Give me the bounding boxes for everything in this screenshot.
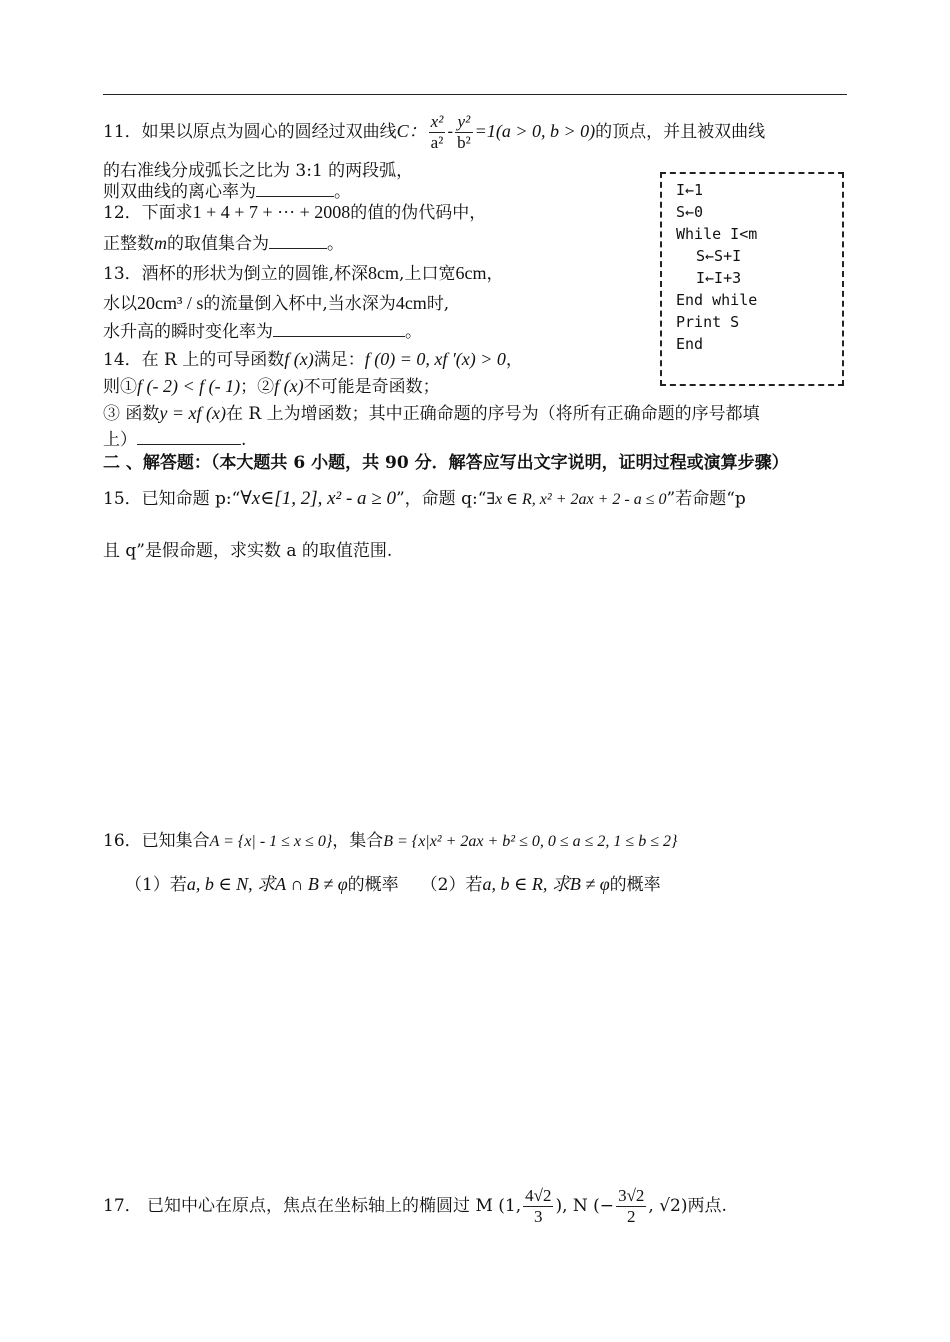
q12-line1: [103, 201, 486, 224]
q16-set-a: A = {x| - 1 ≤ x ≤ 0}: [209, 833, 333, 850]
q11-line3-text: 则双曲线的离心率为: [103, 182, 256, 202]
q11-line1: [103, 112, 765, 153]
q11-frac-y-num: y²: [455, 112, 473, 133]
q13-line1: [103, 262, 503, 285]
q16-part1-expression: a, b ∈ N, 求A ∩ B ≠ φ: [186, 874, 348, 894]
q14-line4: [103, 428, 246, 451]
q14-line1: [103, 348, 523, 371]
q15-text: 15．已知命题 p:“: [103, 489, 241, 509]
q13-line2-end: 时,: [426, 294, 450, 314]
q12-text: 12．下面求: [103, 203, 193, 223]
q13-answer-blank: [273, 320, 405, 337]
q14-line2-end: 不可能是奇函数；: [303, 377, 440, 397]
q14-condition: f (0) = 0, xf ′(x) > 0: [364, 349, 506, 369]
code-line-3: While I<m: [676, 225, 758, 243]
q12-line2: [103, 232, 344, 255]
q11-answer-blank: [256, 180, 334, 197]
q16-part2-end: 的概率: [609, 875, 661, 895]
q15-q-expression: ∃x ∈ R, x² + 2ax + 2 - a ≤ 0: [486, 491, 667, 508]
q17-text-end: )两点.: [680, 1196, 727, 1216]
q16-text: 16．已知集合: [103, 831, 210, 851]
section-heading: 二 、解答题：（本大题共 6 小题，共 90 分．解答应写出文字说明，证明过程或演算步骤）: [103, 453, 789, 473]
q15-p-expression: ∀x∈[1, 2], x² - a ≥ 0: [240, 488, 396, 509]
q13-water-depth: 4cm: [395, 293, 427, 313]
q16-line1: [103, 830, 677, 853]
header-rule: [103, 94, 847, 95]
q14-line3-end: 在 R 上为增函数；其中正确命题的序号为（将所有正确命题的序号都填: [226, 404, 760, 424]
q13-width: 6cm: [455, 263, 487, 283]
q14-line2: [103, 375, 440, 398]
q17-n-num: 3√2: [618, 1186, 645, 1205]
q11-text-post: 的顶点，并且被双曲线: [595, 122, 766, 142]
q13-line2: [103, 292, 449, 315]
q13-line3: [103, 320, 422, 343]
q15-line1: [103, 488, 746, 511]
q17-text-mid: ), N (−: [555, 1196, 615, 1216]
q17-m-den: 3: [534, 1207, 543, 1226]
q14-text-end: ，: [505, 350, 523, 370]
q17-m-num: 4√2: [525, 1186, 552, 1205]
q13-text: 13．酒杯的形状为倒立的圆锥,杯深: [103, 264, 369, 284]
q16-line2: [125, 873, 661, 896]
q13-line3-text: 水升高的瞬时变化率为: [103, 322, 273, 342]
q14-line4-end: .: [241, 430, 247, 450]
q11-line3-end: 。: [334, 182, 351, 202]
q17-n-den: 2: [626, 1207, 636, 1226]
pseudocode-box: [660, 172, 844, 386]
q17-line: [103, 1186, 727, 1227]
q11-frac-x: [429, 112, 446, 153]
q14-line3-text: ③ 函数: [103, 404, 160, 424]
q15-text-mid: ”，命题 q:“: [395, 489, 487, 509]
q14-line3: [103, 402, 760, 425]
q17-m-frac: [523, 1186, 553, 1227]
q16-part2-expression: a, b ∈ R, 求B ≠ φ: [482, 874, 610, 894]
code-line-8: End: [676, 335, 704, 353]
q11-condition: =1(a > 0, b > 0): [474, 121, 596, 141]
q14-inequality: f (- 2) < f (- 1): [137, 376, 241, 396]
q13-line2-mid: 的流量倒入杯中,当水深为: [203, 294, 396, 314]
q14-yfx: y = xf (x): [159, 403, 227, 423]
q14-line2-text: 则①: [103, 377, 137, 397]
q11-minus: -: [447, 122, 454, 142]
q14-text-mid: 满足：: [313, 350, 365, 370]
q11-frac-x-den: a²: [430, 133, 444, 152]
q12-line2-mid: 的取值集合为: [167, 234, 269, 254]
q14-line2-mid: ；②: [240, 377, 275, 397]
q13-depth: 8cm: [368, 263, 400, 283]
q17-text: 17． 已知中心在原点，焦点在坐标轴上的椭圆过 M (1,: [103, 1196, 522, 1216]
q13-line3-end: 。: [405, 322, 422, 342]
code-line-6: End while: [676, 291, 758, 309]
q17-n-frac: [616, 1186, 646, 1227]
q11-frac-x-num: x²: [430, 112, 444, 131]
q11-curve: C：: [396, 121, 427, 141]
q12-line2-text: 正整数: [103, 234, 154, 254]
q14-function: f (x): [284, 349, 314, 369]
code-line-1: I←1: [676, 181, 704, 199]
q17-n-tail: , √2: [648, 1196, 681, 1216]
q16-part1-end: 的概率: [347, 875, 399, 895]
q14-function-2: f (x): [274, 376, 304, 396]
q16-text-mid: ，集合: [332, 831, 384, 851]
q13-line2-text: 水以: [103, 294, 137, 314]
q12-text-post: 的值的伪代码中，: [350, 203, 487, 223]
q16-set-b: B = {x|x² + 2ax + b² ≤ 0, 0 ≤ a ≤ 2, 1 ≤ b ≤ 2}: [383, 833, 678, 850]
q11-line2: 的右准线分成弧长之比为 3:1 的两段弧，: [103, 161, 414, 181]
q12-answer-blank: [269, 232, 327, 249]
q15-line2: 且 q”是假命题，求实数 a 的取值范围.: [103, 541, 393, 561]
q12-expression: 1 + 4 + 7 + ··· + 2008: [192, 202, 351, 222]
q13-text-end: ，: [486, 264, 504, 284]
q11-frac-y-den: b²: [457, 133, 471, 152]
q14-text: 14．在 R 上的可导函数: [103, 350, 285, 370]
q15-text-end: ”若命题“p: [666, 489, 746, 509]
q14-answer-blank: [137, 428, 241, 445]
q12-line2-end: 。: [327, 234, 344, 254]
q12-variable: m: [154, 233, 167, 253]
code-line-5: I←I+3: [696, 269, 742, 287]
q13-rate: 20cm³ / s: [137, 293, 204, 313]
q14-line4-text: 上）: [103, 430, 137, 450]
code-line-4: S←S+I: [696, 247, 742, 265]
q11-text: 11．如果以原点为圆心的圆经过双曲线: [103, 122, 397, 142]
q16-part2-text: （2）若: [420, 875, 483, 895]
q13-text-mid: ,上口宽: [399, 264, 456, 284]
q16-part1-text: （1）若: [125, 875, 187, 895]
q11-line3: [103, 180, 351, 203]
code-line-2: S←0: [676, 203, 704, 221]
code-line-7: Print S: [676, 313, 740, 331]
q11-frac-y: [455, 112, 473, 153]
